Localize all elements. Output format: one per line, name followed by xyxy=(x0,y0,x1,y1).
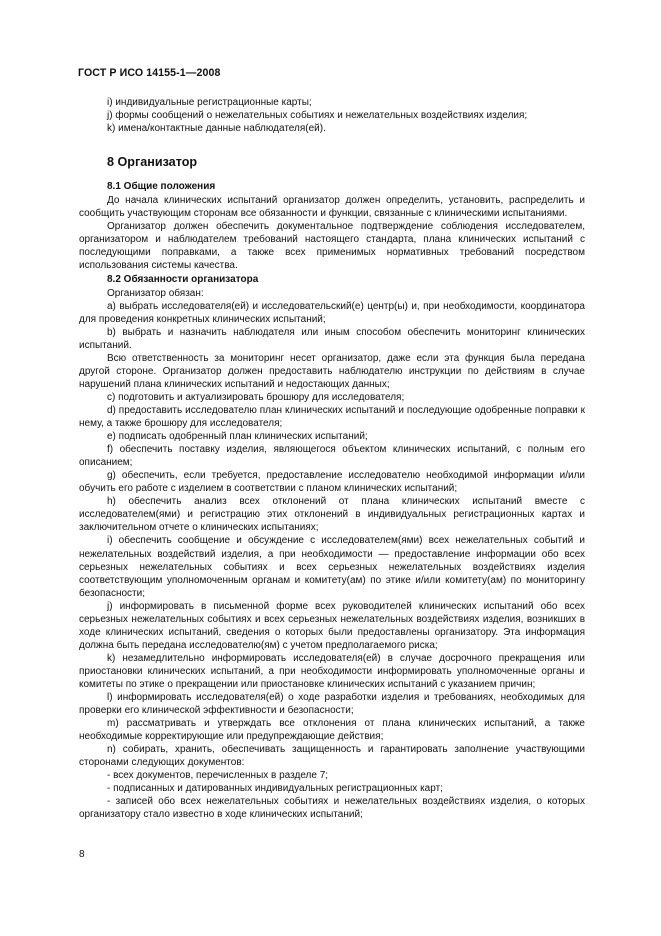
paragraph: i) обеспечить сообщение и обсуждение с исследователем(ями) всех нежелательных событий и нежелательных воздействий изделия, а при необходимости — предоставление информации обо всех серьезных нежелательных событиях и всех серьезных нежелательных воздействиях изделия соответствующим уполномоченным органам и комитету(ам) по этике и/или комитету(ам) по мониторингу безопасности; xyxy=(79,535,585,599)
paragraph: d) предоставить исследователю план клинических испытаний и последующие одобренные поправки к нему, а также брошюру для исследователя; xyxy=(79,404,585,430)
list-item: k) имена/контактные данные наблюдателя(ей). xyxy=(107,123,326,135)
page-number: 8 xyxy=(79,849,85,860)
list-item: i) индивидуальные регистрационные карты; xyxy=(107,97,312,108)
intro-list xyxy=(79,96,585,135)
document-body xyxy=(79,96,585,821)
paragraph: m) рассматривать и утверждать все отклонения от плана клинических испытаний, а также необходимые корректирующие или предупреждающие действия; xyxy=(79,718,585,743)
paragraph: f) обеспечить поставку изделия, являющегося объектом клинических испытаний, с полным его описанием; xyxy=(79,444,585,469)
paragraph: h) обеспечить анализ всех отклонений от плана клинических испытаний вместе с исследователем(ями) и регистрацию этих отклонений в индивидуальных регистрационных картах и заключительном отчете о клинических испытаниях; xyxy=(79,496,585,534)
paragraph: e) подписать одобренный план клинических испытаний; xyxy=(107,431,368,443)
paragraph: j) информировать в письменной форме всех руководителей клинических испытаний обо всех серьезных нежелательных событиях и всех серьезных нежелательных воздействиях изделия, возникших в ходе клинических испытаний, сведения о которых были предоставлены организатору. Эта информация должна быть передана исследователю(ям) с учетом предполагаемого риска; xyxy=(79,600,585,651)
paragraph: а) выбрать исследователя(ей) и исследовательский(е) центр(ы) и, при необходимости, координатора для проведения конкретных клинических испытаний; xyxy=(79,300,585,325)
paragraph: Организатор обязан: xyxy=(107,287,204,299)
section-8-2-heading: 8.2 Обязанности организатора xyxy=(107,273,259,285)
paragraph: До начала клинических испытаний организатор должен определить, установить, распределить и сообщить участвующим сторонам все обязанности и функции, связанные с клиническими испытаниями. xyxy=(79,195,585,220)
paragraph: g) обеспечить, если требуется, предоставление исследователю необходимой информации и/или обучить его работе с изделием в соответствии с планом клинических испытаний; xyxy=(79,470,585,495)
list-item: - всех документов, перечисленных в разделе 7; xyxy=(107,770,329,782)
paragraph: n) собирать, хранить, обеспечивать защищенность и гарантировать заполнение участвующими сторонами следующих документов: xyxy=(79,744,585,769)
section-8-1-heading: 8.1 Общие положения xyxy=(107,181,216,193)
list-item: - записей обо всех нежелательных событиях и нежелательных воздействиях изделия, о которых организатору стало известно в ходе клинических испытаний; xyxy=(79,796,585,821)
paragraph: l) информировать исследователя(ей) о ходе разработки изделия и требованиях, необходимых для проверки его клинической эффективности и безопасности; xyxy=(79,692,585,717)
paragraph: Всю ответственность за мониторинг несет организатор, даже если эта функция была передана другой стороне. Организатор должен предоставить наблюдателю инструкции по действиям в случае нарушений плана клинических испытаний и недостающих данных; xyxy=(79,352,585,390)
section-8-heading: 8 Организатор xyxy=(107,155,198,170)
paragraph: b) выбрать и назначить наблюдателя или иным способом обеспечить мониторинг клинических испытаний. xyxy=(79,326,585,351)
paragraph: Организатор должен обеспечить документальное подтверждение соблюдения исследователем, организатором и наблюдателем требований настоящего стандарта, плана клинических испытаний с последующими поправками, а также всех применимых нормативных требований посредством использования системы качества. xyxy=(79,221,585,272)
paragraph: k) незамедлительно информировать исследователя(ей) в случае досрочного прекращения или приостановки клинических испытаний, а при необходимости информировать уполномоченные органы и комитеты по этике о прекращении или приостановке клинических испытаний с указанием причин; xyxy=(79,652,585,690)
document-header: ГОСТ Р ИСО 14155-1—2008 xyxy=(78,67,221,79)
paragraph: c) подготовить и актуализировать брошюру для исследователя; xyxy=(107,391,405,403)
list-item: - подписанных и датированных индивидуальных регистрационных карт; xyxy=(107,783,443,795)
list-item: j) формы сообщений о нежелательных событиях и нежелательных воздействиях изделия; xyxy=(107,110,528,122)
